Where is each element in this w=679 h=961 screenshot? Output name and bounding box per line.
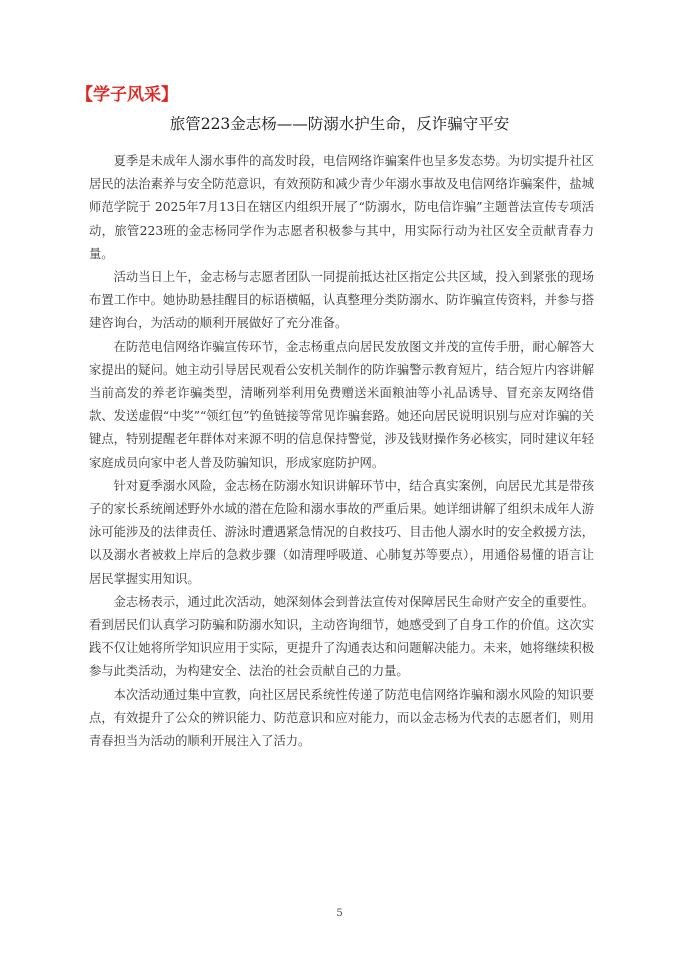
paragraph: 在防范电信网络诈骗宣传环节，金志杨重点向居民发放图文并茂的宣传手册，耐心解答大家提出的疑问。她主动引导居民观看公安机关制作的防诈骗警示教育短片，结合短片内容讲解当前高发的养老诈骗类型，清晰列举利用免费赠送米面粮油等小礼品诱导、冒充亲友网络借款、发送虚假“中奖”“领红包”钓鱼链接等常见诈骗套路。她还向居民说明识别与应对诈骗的关键点，特别提醒老年群体对来源不明的信息保持警觉，涉及钱财操作务必核实，同时建议年轻家庭成员向家中老人普及防骗知识，形成家庭防护网。 [89,339,594,470]
page-number: 5 [336,908,343,919]
paragraph: 夏季是未成年人溺水事件的高发时段，电信网络诈骗案件也呈多发态势。为切实提升社区居民的法治素养与安全防范意识，有效预防和减少青少年溺水事故及电信网络诈骗案件，盐城师范学院于 2025年7月13日在辖区内组织开展了“防溺水，防电信诈骗”主题普法宣传专项活动，旅管223班的金志杨同学作为志愿者积极参与其中，用实际行动为社区安全贡献青春力量。 [89,154,594,261]
paragraph: 活动当日上午，金志杨与志愿者团队一同提前抵达社区指定公共区域，投入到紧张的现场布置工作中。她协助悬挂醒目的标语横幅，认真整理分类防溺水、防诈骗宣传资料，并参与搭建咨询台，为活动的顺利开展做好了充分准备。 [89,270,594,331]
paragraph: 金志杨表示，通过此次活动，她深刻体会到普法宣传对保障居民生命财产安全的重要性。看到居民们认真学习防骗和防溺水知识，主动咨询细节，她感受到了自身工作的价值。这次实践不仅让她将所学知识应用于实际，更提升了沟通表达和问题解决能力。未来，她将继续积极参与此类活动，为构建安全、法治的社会贡献自己的力量。 [89,594,594,679]
article-body [89,150,594,753]
section-label: 【学子风采】 [76,85,178,105]
paragraph: 针对夏季溺水风险，金志杨在防溺水知识讲解环节中，结合真实案例，向居民尤其是带孩子的家长系统阐述野外水域的潜在危险和溺水事故的严重后果。她详细讲解了组织未成年人游泳可能涉及的法律责任、游泳时遭遇紧急情况的自救技巧、目击他人溺水时的安全救援方法，以及溺水者被救上岸后的急救步骤（如清理呼吸道、心肺复苏等要点），用通俗易懂的语言让居民掌握实用知识。 [89,478,594,586]
article-title: 旅管223金志杨——防溺水护生命，反诈骗守平安 [169,115,510,133]
paragraph: 本次活动通过集中宣教，向社区居民系统性传递了防范电信网络诈骗和溺水风险的知识要点，有效提升了公众的辨识能力、防范意识和应对能力，而以金志杨为代表的志愿者们，则用青春担当为活动的顺利开展注入了活力。 [89,687,594,749]
